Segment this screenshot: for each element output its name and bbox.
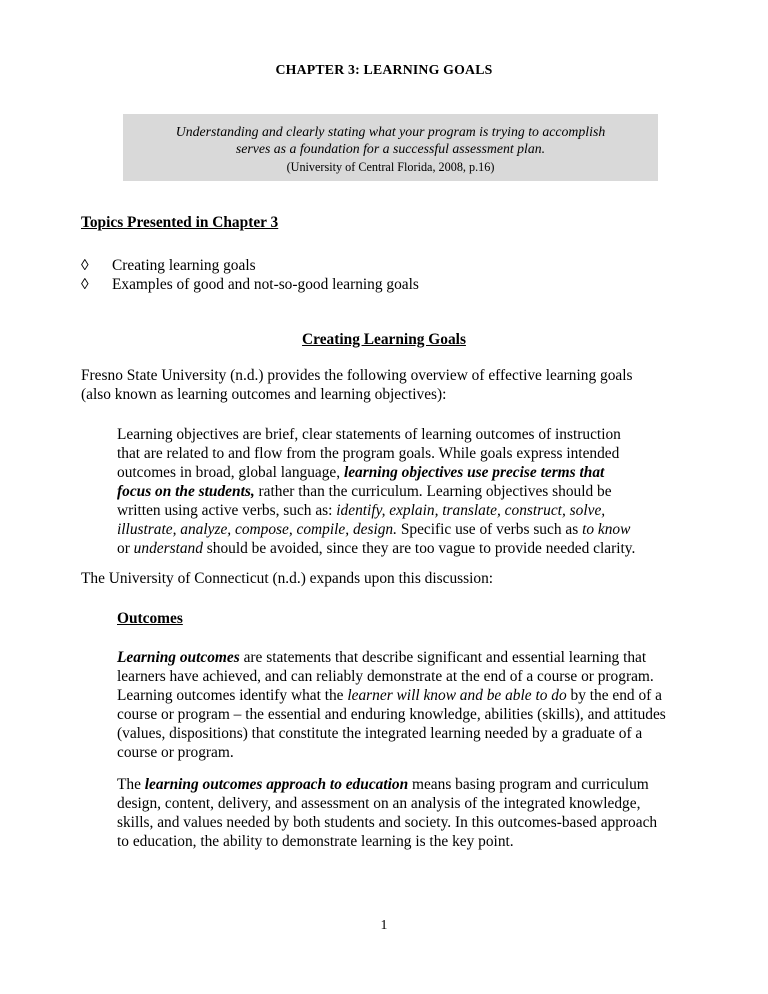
text-run: written using active verbs, such as: — [117, 502, 337, 519]
topics-heading: Topics Presented in Chapter 3 — [81, 214, 279, 231]
outcomes-paragraph-1 — [117, 648, 666, 762]
chapter-title: CHAPTER 3: LEARNING GOALS — [275, 62, 493, 77]
page-number: 1 — [380, 917, 388, 932]
text-line: learners have achieved, and can reliably demonstrate at the end of a course or program. — [117, 668, 654, 685]
text-line — [117, 463, 635, 482]
text-run: or — [117, 540, 134, 557]
text-run: The — [117, 776, 145, 793]
text-line: Fresno State University (n.d.) provides the following overview of effective learning goals — [81, 367, 633, 384]
list-item — [81, 275, 419, 294]
emphasis-text: learning objectives use precise terms that — [343, 464, 605, 481]
text-run: Specific use of verbs such as — [396, 521, 583, 538]
text-run: Learning outcomes identify what the — [117, 687, 348, 704]
uconn-intro — [81, 569, 493, 588]
text-line: that are related to and flow from the program goals. While goals express intended — [117, 445, 620, 462]
emphasis-text: Learning outcomes — [117, 649, 240, 666]
section-heading: Creating Learning Goals — [302, 331, 466, 348]
topic-text: Creating learning goals — [112, 257, 256, 274]
text-line — [117, 775, 657, 794]
outcomes-paragraph-2 — [117, 775, 657, 851]
text-line — [117, 501, 635, 520]
text-run: by the end of a — [566, 687, 662, 704]
text-line: design, content, delivery, and assessment on an analysis of the integrated knowledge, — [117, 795, 641, 812]
topics-list — [81, 256, 419, 294]
italic-text: learner will know and be able to do — [347, 687, 567, 704]
italic-text: identify, explain, translate, construct, solve, — [336, 502, 606, 519]
text-line: The University of Connecticut (n.d.) expands upon this discussion: — [81, 570, 494, 587]
italic-text: understand — [133, 540, 203, 557]
text-line: course or program. — [117, 744, 234, 761]
epigraph-line: serves as a foundation for a successful assessment plan. — [235, 141, 546, 156]
text-line: course or program – the essential and enduring knowledge, abilities (skills), and attitudes — [117, 706, 666, 723]
text-line: (also known as learning outcomes and learning objectives): — [81, 386, 447, 403]
intro-paragraph — [81, 366, 633, 404]
text-line — [117, 520, 635, 539]
emphasis-text: learning outcomes approach to education — [144, 776, 409, 793]
topic-text: Examples of good and not-so-good learning goals — [112, 276, 419, 293]
text-run: are statements that describe significant and essential learning that — [239, 649, 647, 666]
list-item — [81, 256, 419, 275]
italic-text: illustrate, analyze, compose, compile, design. — [117, 521, 397, 538]
text-line: Learning objectives are brief, clear statements of learning outcomes of instruction — [117, 426, 621, 443]
text-run: rather than the curriculum. Learning objectives should be — [254, 483, 612, 500]
outcomes-heading: Outcomes — [117, 610, 183, 627]
text-line — [117, 686, 666, 705]
emphasis-text: focus on the students, — [117, 483, 255, 500]
diamond-bullet-icon: ◊ — [81, 276, 89, 293]
text-line — [117, 482, 635, 501]
text-line: (values, dispositions) that constitute the integrated learning needed by a graduate of a — [117, 725, 643, 742]
text-line: skills, and values needed by both students and society. In this outcomes-based approach — [117, 814, 658, 831]
epigraph-line: Understanding and clearly stating what your program is trying to accomplish — [175, 124, 606, 139]
text-line: to education, the ability to demonstrate learning is the key point. — [117, 833, 514, 850]
text-run: should be avoided, since they are too vague to provide needed clarity. — [202, 540, 636, 557]
block-quote — [117, 425, 635, 558]
epigraph-citation: (University of Central Florida, 2008, p.16) — [286, 160, 495, 174]
text-run: means basing program and curriculum — [408, 776, 649, 793]
text-run: outcomes in broad, global language, — [117, 464, 344, 481]
diamond-bullet-icon: ◊ — [81, 257, 89, 274]
epigraph-box — [123, 114, 658, 181]
text-line — [117, 539, 635, 558]
italic-text: to know — [582, 521, 631, 538]
text-line — [117, 648, 666, 667]
